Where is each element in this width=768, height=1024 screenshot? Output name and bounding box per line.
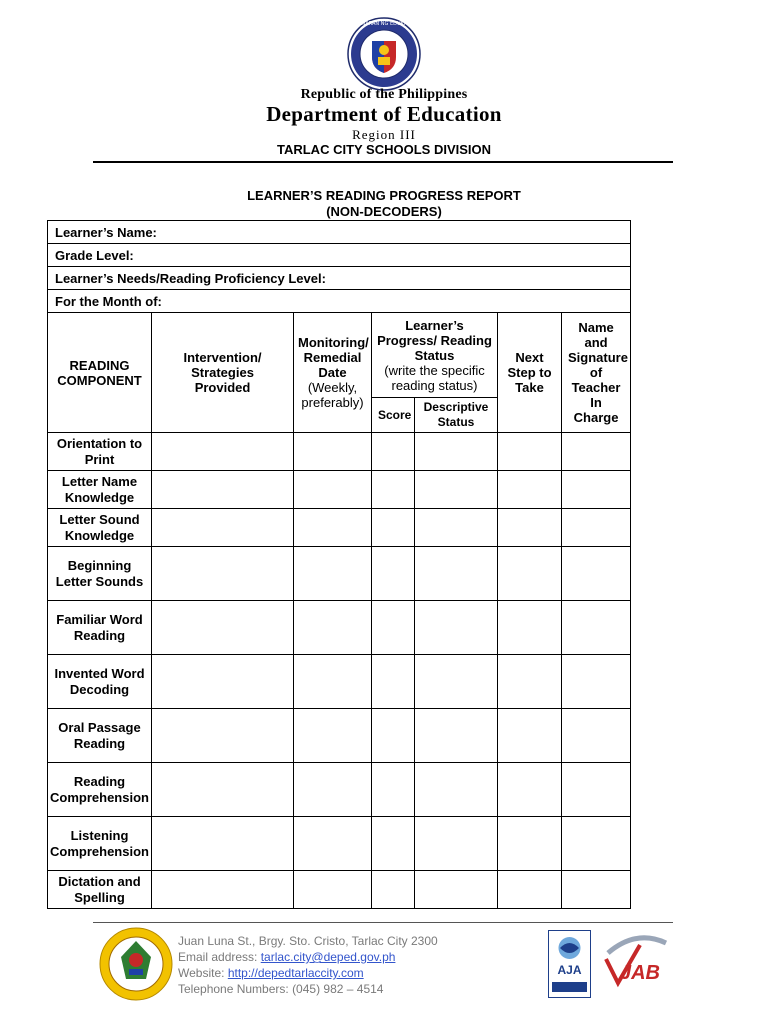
col-reading-component: READING COMPONENT — [48, 313, 152, 433]
deped-seal-logo — [347, 17, 421, 91]
reading-component-cell: Invented Word Decoding — [48, 655, 152, 709]
jab-label: JAB — [619, 962, 661, 984]
reading-component-cell: Beginning Letter Sounds — [48, 547, 152, 601]
descriptive-status-cell[interactable] — [415, 509, 498, 547]
reading-component-cell: Listening Comprehension — [48, 817, 152, 871]
intervention-cell[interactable] — [152, 509, 294, 547]
descriptive-status-cell[interactable] — [415, 655, 498, 709]
score-cell[interactable] — [372, 509, 415, 547]
svg-text:KAGAWARAN NG EDUKASYON: KAGAWARAN NG EDUKASYON — [347, 21, 421, 27]
next-step-cell[interactable] — [498, 871, 562, 909]
descriptive-status-cell[interactable] — [415, 763, 498, 817]
email-link[interactable]: tarlac.city@deped.gov.ph — [260, 950, 396, 964]
table-row — [48, 547, 631, 601]
header-divider — [93, 161, 673, 163]
score-cell[interactable] — [372, 817, 415, 871]
learner-name-field[interactable]: Learner’s Name: — [48, 221, 631, 244]
month-field[interactable]: For the Month of: — [48, 290, 631, 313]
col-descriptive-status: Descriptive Status — [415, 398, 498, 433]
descriptive-status-cell[interactable] — [415, 601, 498, 655]
jab-accreditation-logo — [600, 933, 672, 995]
progress-label: Learner’s Progress/ Reading Status — [377, 317, 492, 363]
monitoring-label: Monitoring/ Remedial Date — [298, 335, 369, 380]
region-heading: Region III — [352, 127, 416, 142]
intervention-cell[interactable] — [152, 817, 294, 871]
teacher-signature-cell[interactable] — [562, 601, 631, 655]
column-header-row — [48, 313, 631, 398]
reading-component-cell: Familiar Word Reading — [48, 601, 152, 655]
report-subtitle: (NON-DECODERS) — [326, 204, 442, 219]
intervention-cell[interactable] — [152, 547, 294, 601]
col-teacher: Name and Signature of Teacher In Charge — [562, 313, 631, 433]
monitoring-date-cell[interactable] — [294, 471, 372, 509]
table-row — [48, 655, 631, 709]
grade-level-row — [48, 244, 631, 267]
aja-label: AJA — [557, 963, 582, 977]
republic-heading: Republic of the Philippines — [300, 87, 468, 102]
monitoring-date-cell[interactable] — [294, 709, 372, 763]
website-link[interactable]: http://depedtarlaccity.com — [227, 966, 364, 980]
reading-component-cell: Dictation and Spelling — [48, 871, 152, 909]
footer-email-line — [178, 949, 438, 965]
next-step-cell[interactable] — [498, 763, 562, 817]
month-row — [48, 290, 631, 313]
reading-component-cell: Letter Name Knowledge — [48, 471, 152, 509]
division-seal-logo — [99, 927, 173, 1001]
score-cell[interactable] — [372, 601, 415, 655]
progress-note: (write the specific reading status) — [384, 362, 485, 393]
next-step-cell[interactable] — [498, 547, 562, 601]
next-step-cell[interactable] — [498, 601, 562, 655]
grade-level-field[interactable]: Grade Level: — [48, 244, 631, 267]
table-row — [48, 763, 631, 817]
score-cell[interactable] — [372, 547, 415, 601]
next-step-cell[interactable] — [498, 509, 562, 547]
col-next-step: Next Step to Take — [498, 313, 562, 433]
learner-name-row — [48, 221, 631, 244]
next-step-cell[interactable] — [498, 817, 562, 871]
proficiency-level-field[interactable]: Learner’s Needs/Reading Proficiency Level: — [48, 267, 631, 290]
intervention-cell[interactable] — [152, 655, 294, 709]
intervention-cell[interactable] — [152, 433, 294, 471]
score-cell[interactable] — [372, 709, 415, 763]
descriptive-status-cell[interactable] — [415, 817, 498, 871]
intervention-cell[interactable] — [152, 471, 294, 509]
table-row — [48, 817, 631, 871]
teacher-signature-cell[interactable] — [562, 709, 631, 763]
score-cell[interactable] — [372, 871, 415, 909]
reading-component-cell: Letter Sound Knowledge — [48, 509, 152, 547]
website-label: Website: — [178, 966, 225, 980]
next-step-cell[interactable] — [498, 471, 562, 509]
table-row — [48, 433, 631, 471]
monitoring-note: (Weekly, preferably) — [301, 380, 364, 410]
reading-component-cell: Reading Comprehension — [48, 763, 152, 817]
progress-report-table — [47, 220, 631, 909]
intervention-cell[interactable] — [152, 763, 294, 817]
monitoring-date-cell[interactable] — [294, 871, 372, 909]
reading-component-cell: Oral Passage Reading — [48, 709, 152, 763]
table-row — [48, 509, 631, 547]
table-row — [48, 601, 631, 655]
intervention-cell[interactable] — [152, 871, 294, 909]
next-step-cell[interactable] — [498, 709, 562, 763]
teacher-signature-cell[interactable] — [562, 433, 631, 471]
teacher-signature-cell[interactable] — [562, 471, 631, 509]
intervention-cell[interactable] — [152, 709, 294, 763]
aja-certification-logo — [548, 930, 591, 998]
table-row — [48, 471, 631, 509]
teacher-signature-cell[interactable] — [562, 817, 631, 871]
monitoring-date-cell[interactable] — [294, 655, 372, 709]
email-label: Email address: — [178, 950, 258, 964]
score-cell[interactable] — [372, 763, 415, 817]
monitoring-date-cell[interactable] — [294, 817, 372, 871]
component-rows — [48, 433, 631, 909]
col-monitoring — [294, 313, 372, 433]
descriptive-status-cell[interactable] — [415, 871, 498, 909]
footer-contact — [178, 933, 438, 997]
col-score: Score — [372, 398, 415, 433]
next-step-cell[interactable] — [498, 433, 562, 471]
division-heading: TARLAC CITY SCHOOLS DIVISION — [276, 142, 492, 157]
score-cell[interactable] — [372, 471, 415, 509]
monitoring-date-cell[interactable] — [294, 547, 372, 601]
footer-website-line — [178, 965, 438, 981]
col-progress — [372, 313, 498, 398]
descriptive-status-cell[interactable] — [415, 709, 498, 763]
descriptive-status-cell[interactable] — [415, 471, 498, 509]
teacher-signature-cell[interactable] — [562, 547, 631, 601]
report-title: LEARNER’S READING PROGRESS REPORT — [247, 188, 521, 203]
footer-divider — [93, 922, 673, 923]
monitoring-date-cell[interactable] — [294, 509, 372, 547]
proficiency-level-row — [48, 267, 631, 290]
teacher-signature-cell[interactable] — [562, 871, 631, 909]
footer-telephone: Telephone Numbers: (045) 982 – 4514 — [178, 982, 384, 996]
table-row — [48, 871, 631, 909]
monitoring-date-cell[interactable] — [294, 601, 372, 655]
monitoring-date-cell[interactable] — [294, 433, 372, 471]
col-intervention: Intervention/ Strategies Provided — [152, 313, 294, 433]
intervention-cell[interactable] — [152, 601, 294, 655]
teacher-signature-cell[interactable] — [562, 509, 631, 547]
reading-component-cell: Orientation to Print — [48, 433, 152, 471]
next-step-cell[interactable] — [498, 655, 562, 709]
table-row — [48, 709, 631, 763]
monitoring-date-cell[interactable] — [294, 763, 372, 817]
descriptive-status-cell[interactable] — [415, 433, 498, 471]
descriptive-status-cell[interactable] — [415, 547, 498, 601]
teacher-signature-cell[interactable] — [562, 763, 631, 817]
score-cell[interactable] — [372, 433, 415, 471]
score-cell[interactable] — [372, 655, 415, 709]
footer-address: Juan Luna St., Brgy. Sto. Cristo, Tarlac City 2300 — [178, 934, 438, 948]
department-heading: Department of Education — [266, 102, 502, 126]
teacher-signature-cell[interactable] — [562, 655, 631, 709]
